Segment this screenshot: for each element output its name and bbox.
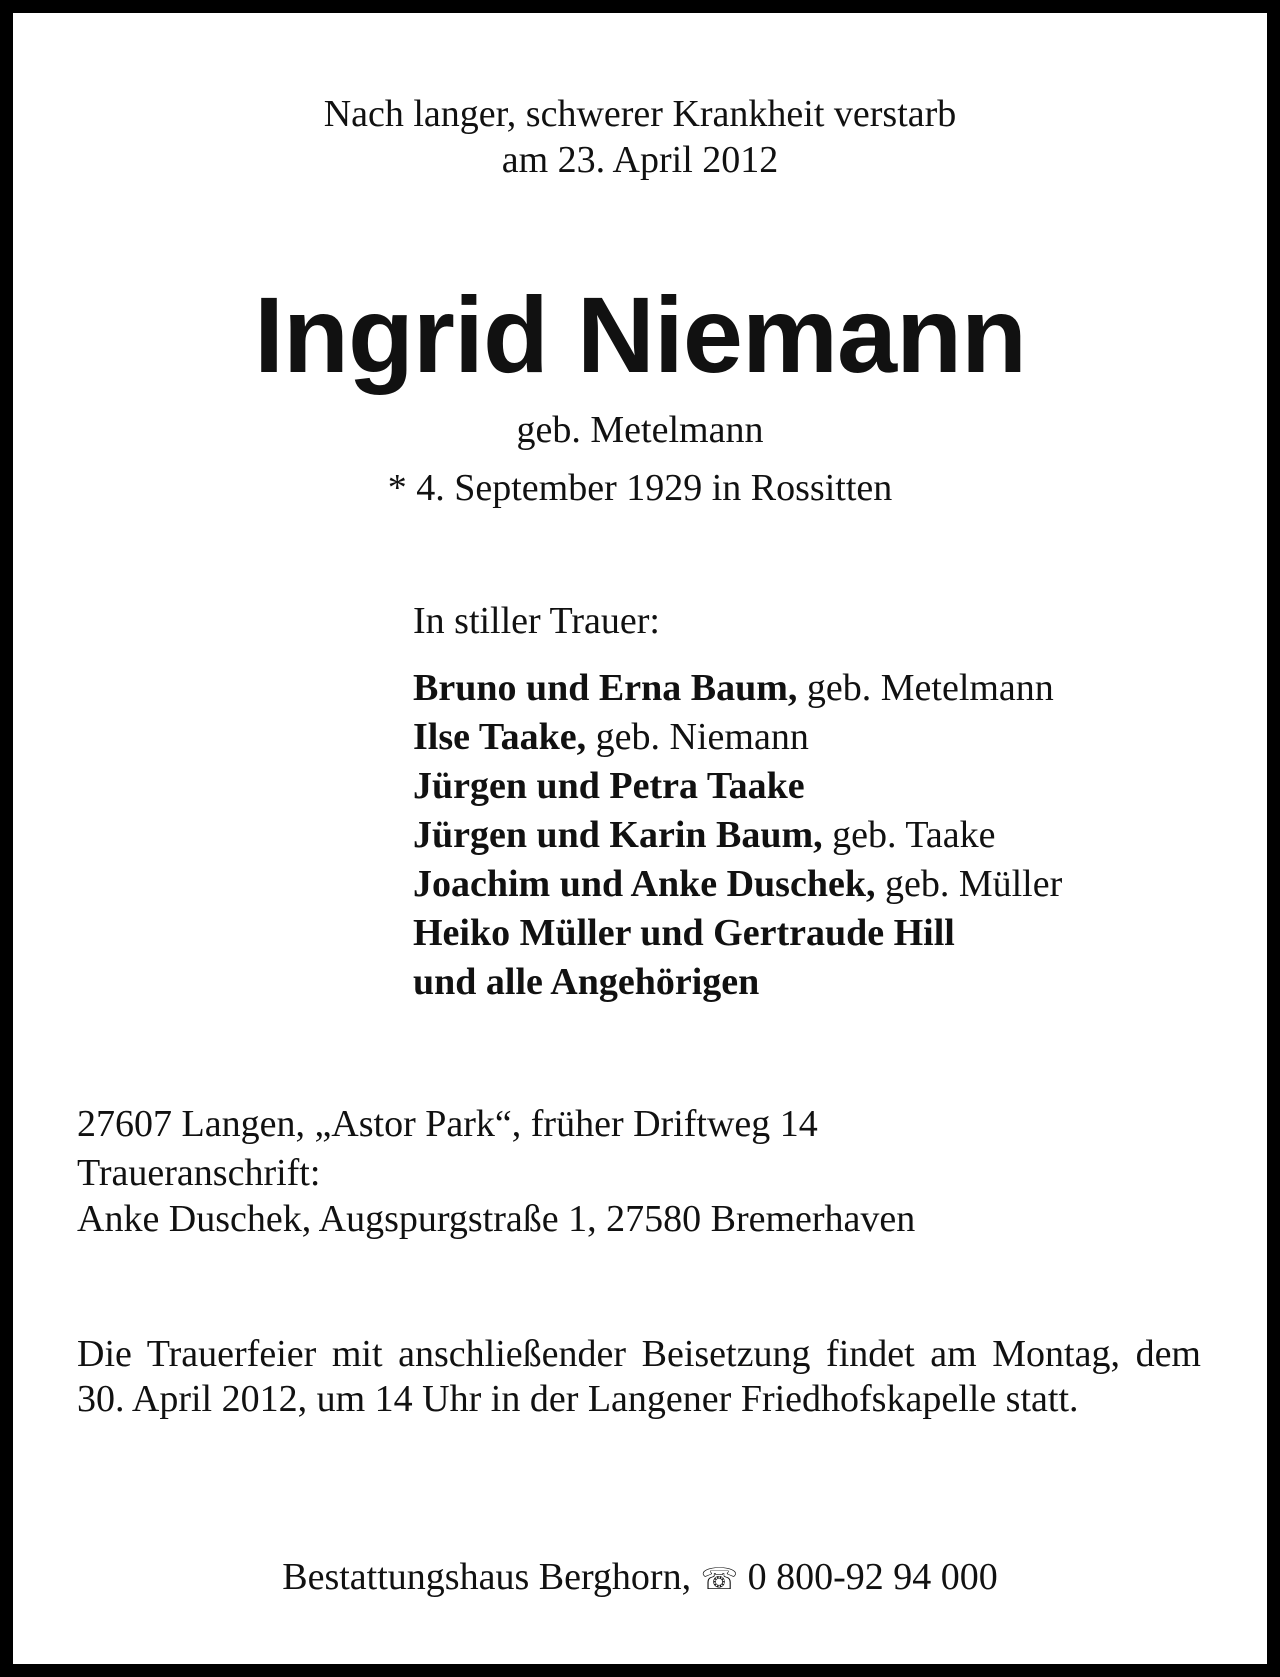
residence-address: 27607 Langen, „Astor Park“, früher Driftweg 14 — [77, 1103, 818, 1145]
mourner-note: geb. Niemann — [586, 716, 809, 758]
undertaker-name: Bestattungshaus Berghorn, — [282, 1556, 692, 1598]
intro-text — [13, 91, 1267, 183]
mourner-name: Ilse Taake, — [413, 716, 587, 758]
address-block — [77, 1098, 915, 1242]
telephone-icon: ☏ — [700, 1562, 739, 1597]
mourner-entry — [413, 811, 1062, 860]
mourner-entry — [413, 958, 1062, 1007]
mourning-address-label: Traueranschrift: — [77, 1152, 321, 1194]
mourner-entry — [413, 713, 1062, 762]
mourner-name: Joachim und Anke Duschek, — [413, 863, 876, 905]
deceased-birth: * 4. September 1929 in Rossitten — [387, 467, 893, 509]
mourning-address: Anke Duschek, Augspurgstraße 1, 27580 Bremerhaven — [77, 1198, 916, 1240]
mourner-note: geb. Taake — [822, 814, 996, 856]
mourners-heading: In stiller Trauer: — [413, 600, 660, 642]
intro-line-1: Nach langer, schwerer Krankheit verstarb — [323, 93, 957, 135]
mourner-entry — [413, 664, 1062, 713]
mourner-name: und alle Angehörigen — [413, 961, 760, 1003]
mourner-entry — [413, 860, 1062, 909]
deceased-name: Ingrid Niemann — [253, 274, 1027, 395]
obituary-notice — [13, 13, 1267, 1664]
mourner-entry — [413, 909, 1062, 958]
deceased-birth-name: geb. Metelmann — [516, 409, 764, 451]
mourner-name: Jürgen und Karin Baum, — [413, 814, 823, 856]
mourner-name: Jürgen und Petra Taake — [413, 765, 805, 807]
ceremony-text: Die Trauerfeier mit anschließender Beisetzung findet am Montag, dem 30. April 2012, um 14 Uhr in der Langener Friedhofskapelle statt. — [77, 1333, 1201, 1420]
undertaker-phone: 0 800-92 94 000 — [747, 1556, 998, 1598]
mourner-note: geb. Müller — [875, 863, 1063, 905]
mourner-name: Bruno und Erna Baum, — [413, 667, 798, 709]
mourner-note: geb. Metelmann — [797, 667, 1054, 709]
mourners-section — [413, 598, 1062, 1007]
intro-line-2: am 23. April 2012 — [501, 139, 779, 181]
mourner-name: Heiko Müller und Gertraude Hill — [413, 912, 955, 954]
undertaker-footer — [13, 1554, 1267, 1603]
mourner-entry — [413, 762, 1062, 811]
